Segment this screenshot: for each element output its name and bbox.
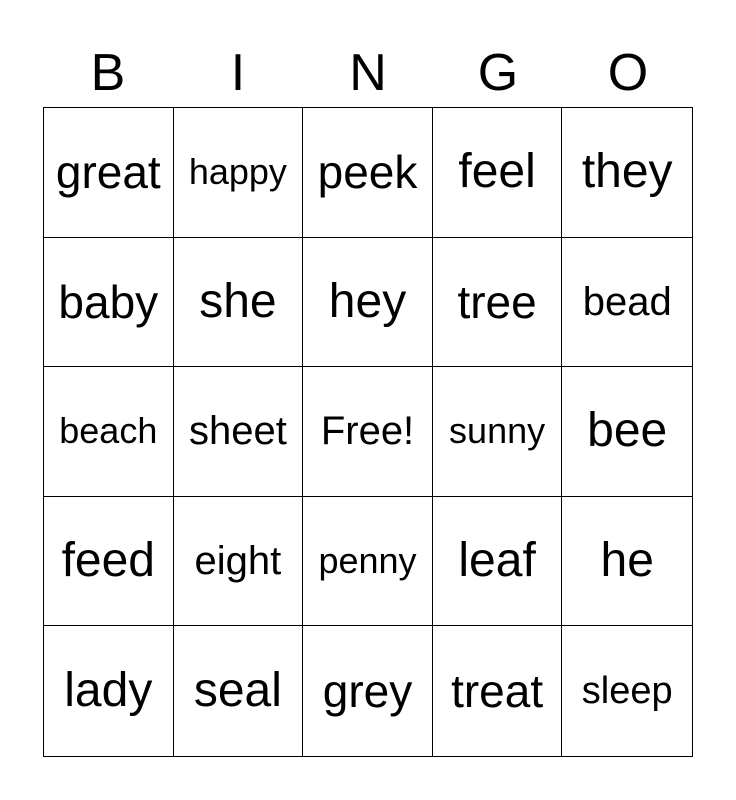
bingo-cell[interactable]: penny (303, 497, 433, 627)
bingo-cell[interactable]: grey (303, 626, 433, 756)
bingo-cell[interactable]: she (174, 238, 304, 368)
header-letter-o: O (607, 44, 649, 102)
bingo-cell[interactable]: he (562, 497, 692, 627)
header-letter-g: G (477, 44, 519, 102)
bingo-cell[interactable]: lady (44, 626, 174, 756)
bingo-cell[interactable]: feed (44, 497, 174, 627)
bingo-cell[interactable]: treat (433, 626, 563, 756)
bingo-cell[interactable]: great (44, 108, 174, 238)
header-letter-n: N (349, 44, 387, 102)
bingo-cell[interactable]: bead (562, 238, 692, 368)
bingo-cell[interactable]: leaf (433, 497, 563, 627)
header-letter-b: B (90, 44, 126, 102)
free-space-cell[interactable]: Free! (303, 367, 433, 497)
bingo-header (43, 40, 693, 106)
bingo-cell[interactable]: hey (303, 238, 433, 368)
bingo-cell[interactable]: tree (433, 238, 563, 368)
bingo-board (43, 107, 693, 757)
bingo-cell[interactable]: eight (174, 497, 304, 627)
bingo-cell[interactable]: peek (303, 108, 433, 238)
bingo-cell[interactable]: baby (44, 238, 174, 368)
bingo-cell[interactable]: sleep (581, 670, 673, 713)
bingo-cell[interactable]: feel (433, 108, 563, 238)
bingo-cell[interactable]: they (562, 108, 692, 238)
bingo-cell[interactable]: bee (562, 367, 692, 497)
bingo-cell[interactable]: beach (44, 367, 174, 497)
bingo-cell[interactable]: sunny (433, 367, 563, 497)
bingo-cell[interactable]: happy (174, 108, 304, 238)
header-letter-i: I (230, 44, 246, 102)
bingo-cell[interactable]: sheet (174, 367, 304, 497)
bingo-cell[interactable]: seal (174, 626, 304, 756)
